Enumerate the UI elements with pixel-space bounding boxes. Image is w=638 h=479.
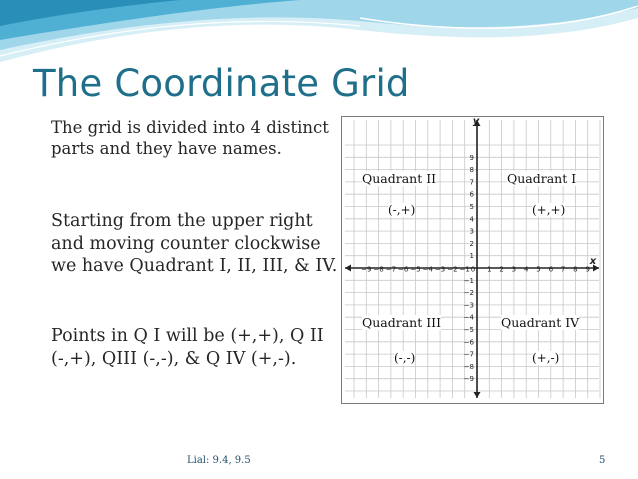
x-tick-label: −7 — [385, 265, 397, 274]
x-tick-label: −2 — [447, 265, 458, 274]
x-tick-label: −5 — [410, 265, 421, 274]
x-tick-label: 8 — [573, 265, 578, 274]
paragraph-quadrant-order: Starting from the upper right and moving counter clockwise we have Quadrant I, II, III, & IV. — [51, 211, 338, 276]
paragraph-grid-divided: The grid is divided into 4 distinct parts and they have names. — [51, 118, 329, 158]
slide-title: The Coordinate Grid — [33, 62, 410, 105]
y-tick-label: −9 — [463, 375, 474, 384]
paragraph-quadrant-signs: Points in Q I will be (+,+), Q II (-,+), QIII (-,-), & Q IV (+,-). — [51, 326, 324, 369]
y-tick-label: 2 — [469, 239, 474, 248]
x-axis-arrow-left — [345, 265, 351, 272]
y-axis-arrow-bottom — [474, 392, 481, 398]
y-axis-label: y — [472, 116, 480, 127]
y-tick-label: −4 — [463, 313, 474, 322]
quadrant-ii-label: Quadrant II — [362, 171, 437, 186]
coordinate-grid — [341, 116, 604, 404]
y-tick-label: 8 — [469, 166, 474, 175]
page-number: 5 — [599, 455, 606, 466]
y-tick-label: −7 — [463, 350, 474, 359]
y-tick-label: −5 — [463, 326, 474, 334]
y-tick-label: 1 — [469, 252, 474, 261]
y-tick-label: 9 — [469, 153, 474, 162]
y-tick-label: −8 — [463, 362, 474, 371]
y-tick-label: −2 — [463, 289, 474, 298]
quadrant-i-label: Quadrant I — [507, 171, 577, 186]
y-tick-label: −6 — [463, 338, 474, 347]
x-tick-label: 5 — [536, 265, 541, 274]
x-tick-label: −6 — [398, 265, 409, 274]
quadrant-iii-signs: (-,-) — [394, 351, 416, 365]
y-tick-label: 5 — [469, 203, 474, 211]
y-tick-label: −3 — [463, 301, 474, 310]
footer-reference: Lial: 9.4, 9.5 — [187, 455, 251, 466]
x-tick-label: 3 — [511, 265, 517, 274]
x-tick-label: 1 — [487, 265, 492, 274]
x-axis-label: x — [589, 256, 597, 267]
y-tick-label: 6 — [469, 190, 474, 199]
x-tick-label: −8 — [373, 265, 384, 274]
x-tick-label: 2 — [499, 265, 504, 274]
x-tick-label: −3 — [434, 265, 446, 274]
x-tick-label: 4 — [523, 265, 529, 274]
quadrant-iii-label: Quadrant III — [362, 315, 442, 330]
quadrant-i-signs: (+,+) — [532, 203, 566, 217]
origin-label: 0 — [470, 265, 476, 274]
quadrant-ii-signs: (-,+) — [388, 203, 416, 217]
y-tick-label: 4 — [469, 215, 474, 224]
x-tick-label: 7 — [560, 265, 566, 274]
y-tick-label: 7 — [469, 178, 474, 187]
y-tick-label: 3 — [469, 227, 474, 236]
x-tick-label: −4 — [422, 265, 433, 274]
quadrant-iv-signs: (+,-) — [532, 351, 560, 365]
x-tick-label: 9 — [585, 265, 590, 274]
y-tick-label: −1 — [463, 276, 474, 285]
header-wave-decoration — [0, 0, 638, 70]
x-tick-label: −9 — [361, 265, 372, 274]
quadrant-iv-label: Quadrant IV — [501, 315, 580, 330]
x-tick-label: 6 — [548, 265, 554, 274]
x-tick-label: −1 — [459, 265, 470, 274]
